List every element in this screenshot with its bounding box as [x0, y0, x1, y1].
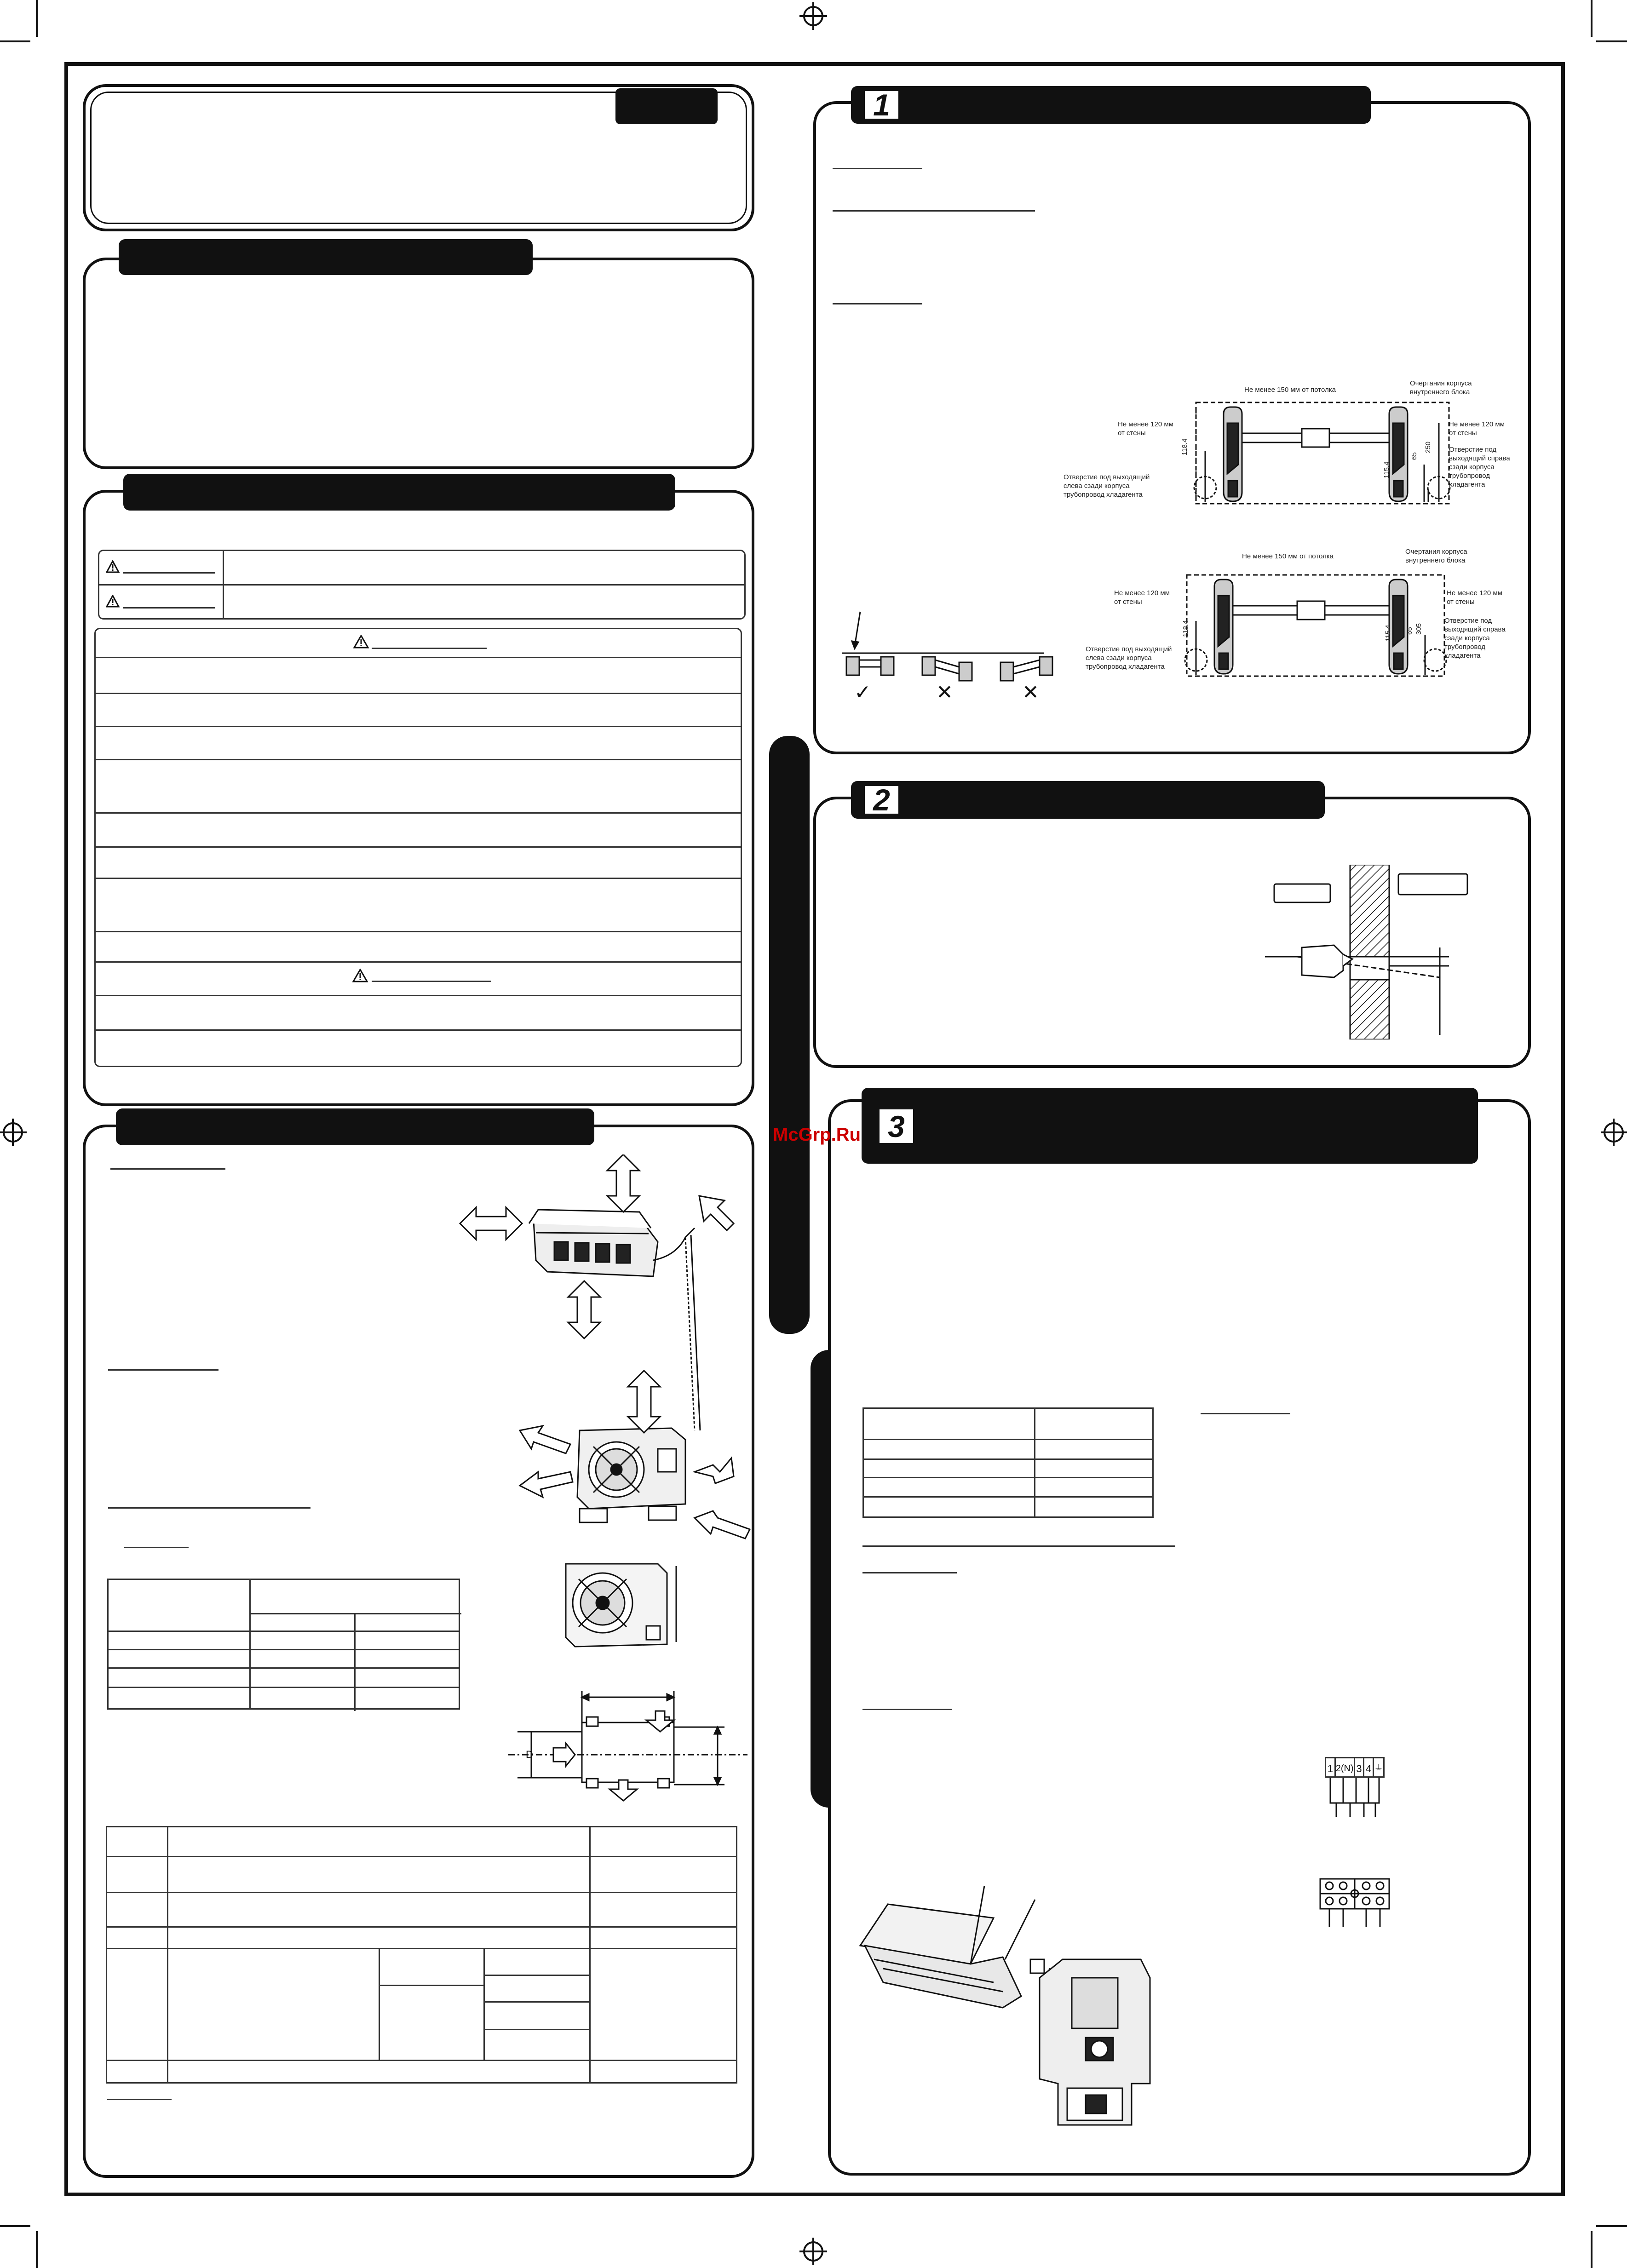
outdoor-unit-illustration	[557, 1557, 681, 1663]
wall-left-label-l2: от стены	[1118, 429, 1146, 437]
hole-left-label-2-l2: слева сзади корпуса	[1086, 654, 1152, 662]
warning-triangle-icon	[106, 560, 120, 573]
ceiling-clearance-label: Не менее 150 мм от потолка	[1244, 386, 1336, 394]
section-1-number: 1	[862, 88, 901, 121]
subheading-line	[833, 168, 922, 169]
row-divider	[96, 812, 741, 814]
col-divider	[354, 1613, 356, 1711]
terminal-block-indoor	[1325, 1757, 1385, 1778]
caution-title-line	[372, 981, 491, 982]
terminal-wires	[1325, 1778, 1385, 1817]
spec-table-1	[107, 1579, 460, 1710]
row-divider	[107, 1948, 736, 1949]
col-divider	[589, 1827, 591, 2082]
section-1-header-bar	[851, 86, 1371, 124]
subheading-line	[108, 1369, 218, 1371]
note-line	[107, 2099, 172, 2100]
outline-label-l1: Очертания корпуса	[1410, 379, 1472, 387]
dim-250: 250	[1424, 441, 1432, 453]
subheading-line	[110, 1168, 225, 1170]
dim-65-b: 65	[1406, 627, 1414, 635]
caution-triangle-icon	[106, 595, 120, 608]
legend-label-line	[123, 572, 215, 574]
indoor-unit-open-illustration	[856, 1886, 1159, 2139]
location-header-bar	[116, 1108, 594, 1145]
col-divider	[249, 1580, 251, 1708]
row-divider	[107, 1892, 736, 1893]
language-tab	[615, 88, 718, 124]
general-header-bar	[119, 239, 533, 275]
section-2-header-bar	[851, 781, 1325, 819]
row-divider	[96, 726, 741, 727]
row-divider	[483, 2001, 589, 2003]
row-divider	[96, 846, 741, 848]
ceiling-clearance-label-2: Не менее 150 мм от потолка	[1242, 552, 1334, 560]
accessories-table	[106, 1826, 737, 2084]
hole-right-label-2-l5: хладагента	[1444, 652, 1481, 660]
row-divider	[96, 931, 741, 932]
outline-label-2-l1: Очертания корпуса	[1405, 548, 1467, 556]
col-divider	[379, 1948, 380, 2060]
wall-left-label-2-l1: Не менее 120 мм	[1114, 589, 1170, 597]
warning-legend	[98, 550, 746, 620]
warning-title-line	[372, 648, 487, 649]
hole-left-label-2-l1: Отверстие под выходящий	[1086, 645, 1172, 653]
safety-header-bar	[123, 474, 675, 511]
caution-triangle-icon	[352, 969, 368, 982]
dim-118: 118.4	[1181, 438, 1189, 455]
warning-triangle-icon	[353, 635, 369, 649]
subheading-line	[108, 1507, 310, 1509]
dim-115: 115.4	[1383, 461, 1391, 478]
legend-col-divider	[223, 551, 224, 618]
section-3-header-bar	[862, 1088, 1478, 1164]
wire-spec-table	[862, 1407, 1154, 1518]
terminal-1: 1	[1326, 1758, 1336, 1776]
hole-left-label-l3: трубопровод хладагента	[1064, 491, 1143, 499]
row-divider	[96, 961, 741, 963]
col-divider	[1034, 1409, 1035, 1516]
hole-left-label-l1: Отверстие под выходящий	[1064, 473, 1150, 481]
col-divider	[483, 1948, 485, 2060]
wall-right-label-l1: Не менее 120 мм	[1449, 420, 1505, 428]
row-divider	[96, 1029, 741, 1031]
level-ok-mark: ✓	[854, 681, 871, 704]
subheading-line	[862, 1572, 957, 1573]
outline-label-l2: внутреннего блока	[1410, 388, 1470, 396]
subheading-line	[833, 303, 922, 304]
dim-305-b: 305	[1415, 623, 1423, 635]
wall-hole-diagram	[1265, 865, 1472, 1039]
hole-right-label-l4: трубопровод	[1449, 472, 1490, 480]
row-divider	[483, 2029, 589, 2030]
row-divider	[107, 1926, 736, 1928]
clearance-illustration	[455, 1154, 759, 1550]
terminal-2n: 2(N)	[1336, 1758, 1355, 1776]
mounting-plate-diagram-top	[1187, 382, 1463, 515]
row-divider	[109, 1667, 459, 1669]
subheading-line	[833, 210, 1035, 212]
vertical-section-tab	[769, 736, 810, 1334]
subheading-line	[124, 1547, 189, 1548]
row-divider	[96, 759, 741, 760]
row-divider	[864, 1458, 1152, 1460]
legend-divider	[99, 584, 744, 586]
dim-115-b: 115.4	[1384, 625, 1392, 642]
level-bad-mark-2: ✕	[1022, 681, 1039, 704]
separator-line	[862, 1545, 1175, 1547]
row-divider	[864, 1439, 1152, 1440]
row-divider	[864, 1496, 1152, 1498]
row-divider	[96, 657, 741, 658]
hole-right-label-l5: хладагента	[1449, 481, 1485, 488]
level-bad-mark-1: ✕	[936, 681, 953, 704]
wall-left-label-l1: Не менее 120 мм	[1118, 420, 1173, 428]
row-divider	[109, 1687, 459, 1688]
watermark: McGrp.Ru	[773, 1125, 861, 1145]
terminal-block-outdoor	[1318, 1877, 1391, 1927]
hole-right-label-2-l4: трубопровод	[1444, 643, 1486, 651]
hole-right-label-l2: выходящий справа	[1449, 454, 1510, 462]
row-divider	[249, 1613, 461, 1614]
hole-left-label-2-l3: трубопровод хладагента	[1086, 663, 1165, 671]
terminal-3: 3	[1355, 1758, 1365, 1776]
row-divider	[96, 878, 741, 879]
dimension-d-label: D	[526, 1749, 533, 1760]
row-divider	[109, 1649, 459, 1650]
hole-right-label-l1: Отверстие под	[1449, 446, 1497, 454]
row-divider	[96, 995, 741, 996]
row-divider	[379, 1985, 483, 1986]
section-2-number: 2	[862, 783, 901, 816]
wall-right-label-2-l1: Не менее 120 мм	[1447, 589, 1502, 597]
subheading-line	[1201, 1413, 1290, 1414]
hole-right-label-2-l2: выходящий справа	[1444, 626, 1506, 633]
wall-right-label-l2: от стены	[1449, 429, 1477, 437]
terminal-4: 4	[1364, 1758, 1374, 1776]
hole-right-label-2-l3: сзади корпуса	[1444, 634, 1490, 642]
warning-table	[94, 628, 742, 1067]
section-3-number: 3	[877, 1107, 916, 1146]
terminal-ground: ⏚	[1374, 1763, 1383, 1774]
col-divider	[167, 1827, 168, 2082]
hole-right-label-2-l1: Отверстие под	[1444, 617, 1492, 625]
row-divider	[107, 2060, 736, 2061]
wall-right-label-2-l2: от стены	[1447, 598, 1475, 606]
row-divider	[107, 1856, 736, 1857]
hole-right-label-l3: сзади корпуса	[1449, 463, 1495, 471]
row-divider	[96, 693, 741, 694]
dim-118-b: 118.4	[1182, 620, 1190, 637]
top-view-dimension-diagram	[508, 1663, 747, 1805]
row-divider	[483, 1975, 589, 1976]
hole-left-label-l2: слева сзади корпуса	[1064, 482, 1130, 490]
subheading-line	[862, 1709, 952, 1710]
row-divider	[864, 1477, 1152, 1478]
general-panel	[83, 258, 754, 469]
outline-label-2-l2: внутреннего блока	[1405, 557, 1466, 564]
dim-65: 65	[1410, 452, 1418, 460]
wall-left-label-2-l2: от стены	[1114, 598, 1142, 606]
row-divider	[109, 1631, 459, 1632]
legend-label-line	[123, 607, 215, 609]
